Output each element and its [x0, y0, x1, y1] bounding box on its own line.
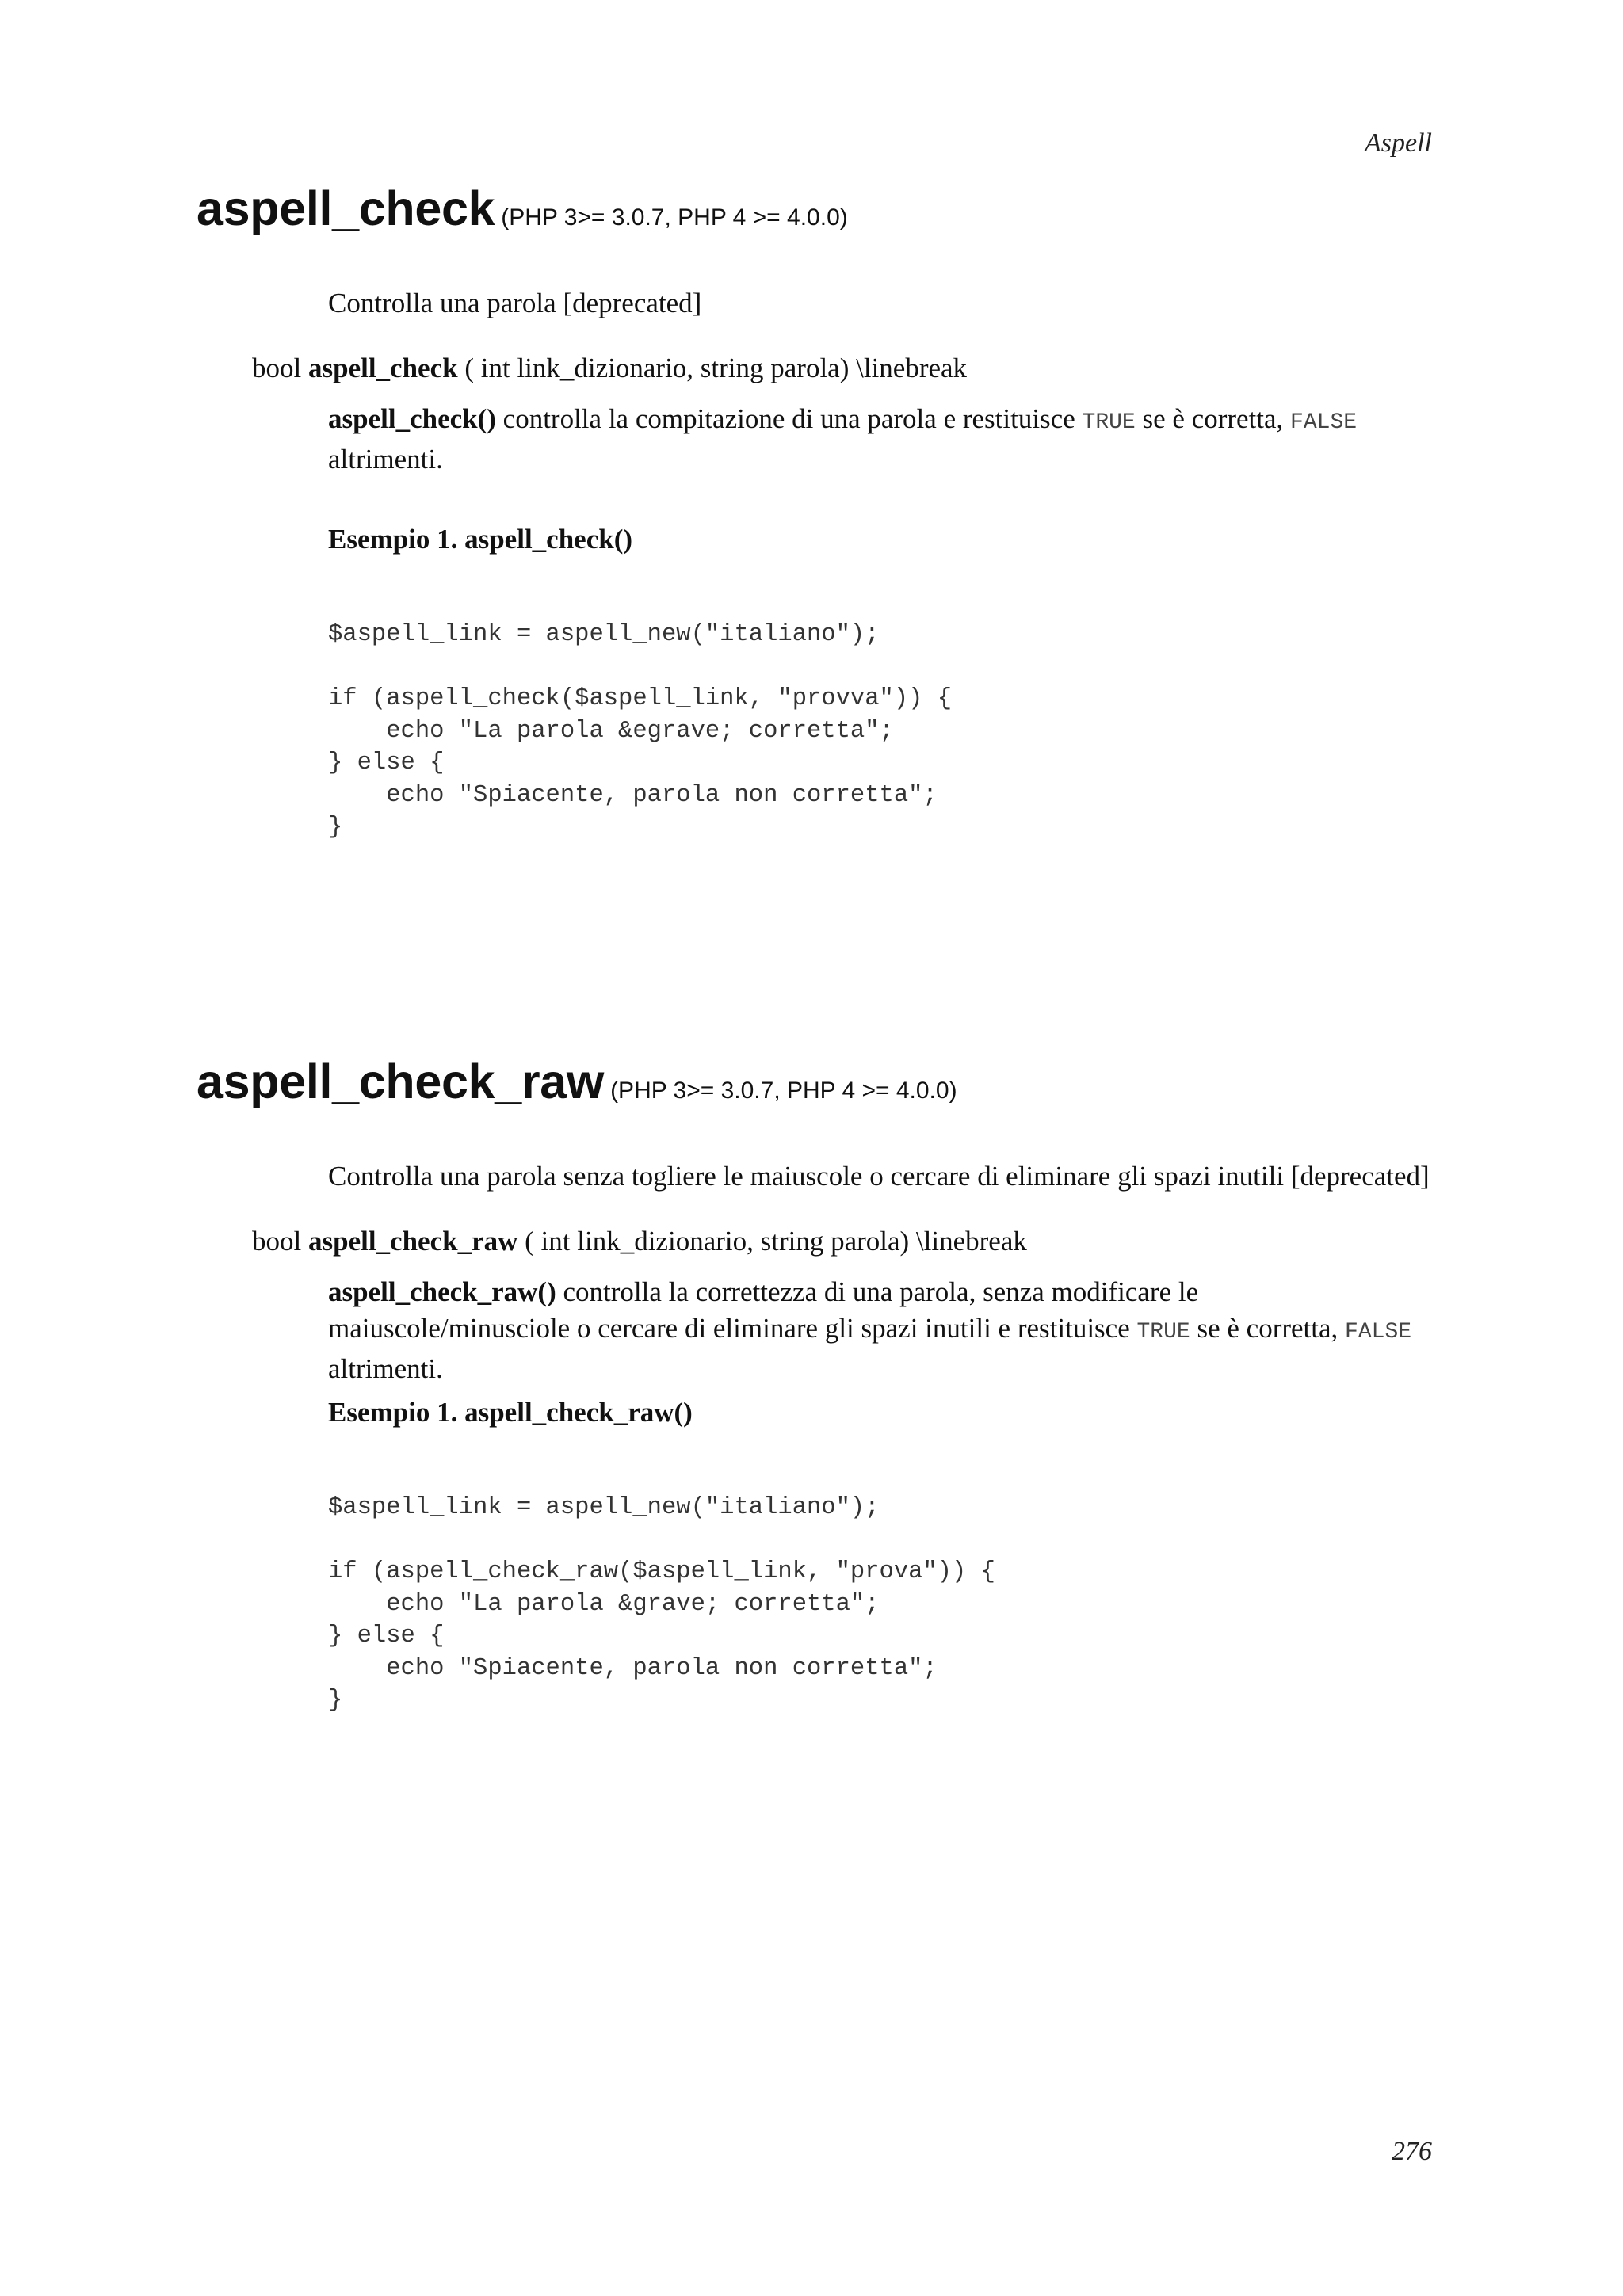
synopsis-params: ( int link_dizionario, string parola) \linebreak [525, 1226, 1027, 1257]
code-example: $aspell_link = aspell_new("italiano"); if (aspell_check_raw($aspell_link, "prova")) { echo "La parola &grave; corretta"; } else { echo "Spiacente, parola non corretta"; } [328, 1494, 995, 1714]
description-function: aspell_check_raw() [328, 1276, 556, 1307]
function-title [197, 1054, 957, 1109]
code-example: $aspell_link = aspell_new("italiano"); if (aspell_check($aspell_link, "provva")) { echo "La parola &egrave; corretta"; } else { echo "Spiacente, parola non corretta"; } [328, 621, 953, 841]
description-text: controlla la compitazione di una parola e restituisce [495, 403, 1083, 434]
synopsis-function: aspell_check_raw [307, 1226, 518, 1257]
example-title: Esempio 1. aspell_check_raw() [328, 1397, 693, 1428]
function-version: (PHP 3>= 3.0.7, PHP 4 >= 4.0.0) [610, 1077, 957, 1104]
function-synopsis [252, 1226, 1027, 1257]
synopsis-return-type: bool [252, 353, 302, 383]
description-text: altrimenti. [328, 1353, 443, 1384]
function-version: (PHP 3>= 3.0.7, PHP 4 >= 4.0.0) [501, 204, 848, 231]
function-description [328, 1274, 1438, 1387]
synopsis-return-type: bool [252, 1226, 302, 1257]
constant-false: FALSE [1290, 410, 1358, 435]
example-title: Esempio 1. aspell_check() [328, 524, 633, 555]
constant-true: TRUE [1082, 410, 1136, 435]
description-text: se è corretta, [1135, 403, 1291, 434]
function-name: aspell_check_raw [197, 1055, 605, 1108]
description-function: aspell_check() [328, 403, 496, 434]
function-name: aspell_check [197, 181, 495, 235]
synopsis-function: aspell_check [307, 353, 458, 383]
constant-false: FALSE [1345, 1320, 1412, 1344]
description-text: altrimenti. [328, 444, 443, 475]
page-number: 276 [1392, 2137, 1432, 2166]
function-purpose: Controlla una parola [deprecated] [328, 288, 702, 318]
synopsis-params: ( int link_dizionario, string parola) \linebreak [464, 353, 968, 383]
description-text: se è corretta, [1190, 1313, 1346, 1344]
function-synopsis [252, 353, 967, 384]
function-description [328, 401, 1438, 478]
function-purpose: Controlla una parola senza togliere le maiuscole o cercare di eliminare gli spazi inutili [deprecated] [328, 1161, 1430, 1192]
running-header: Aspell [1365, 128, 1432, 158]
constant-true: TRUE [1136, 1320, 1190, 1344]
function-title [197, 181, 848, 236]
description-text: controlla la correttezza di una parola, senza modificare le maiuscole/minusciole o cercare di eliminare gli spazi inutili e restituisce [328, 1276, 1199, 1344]
